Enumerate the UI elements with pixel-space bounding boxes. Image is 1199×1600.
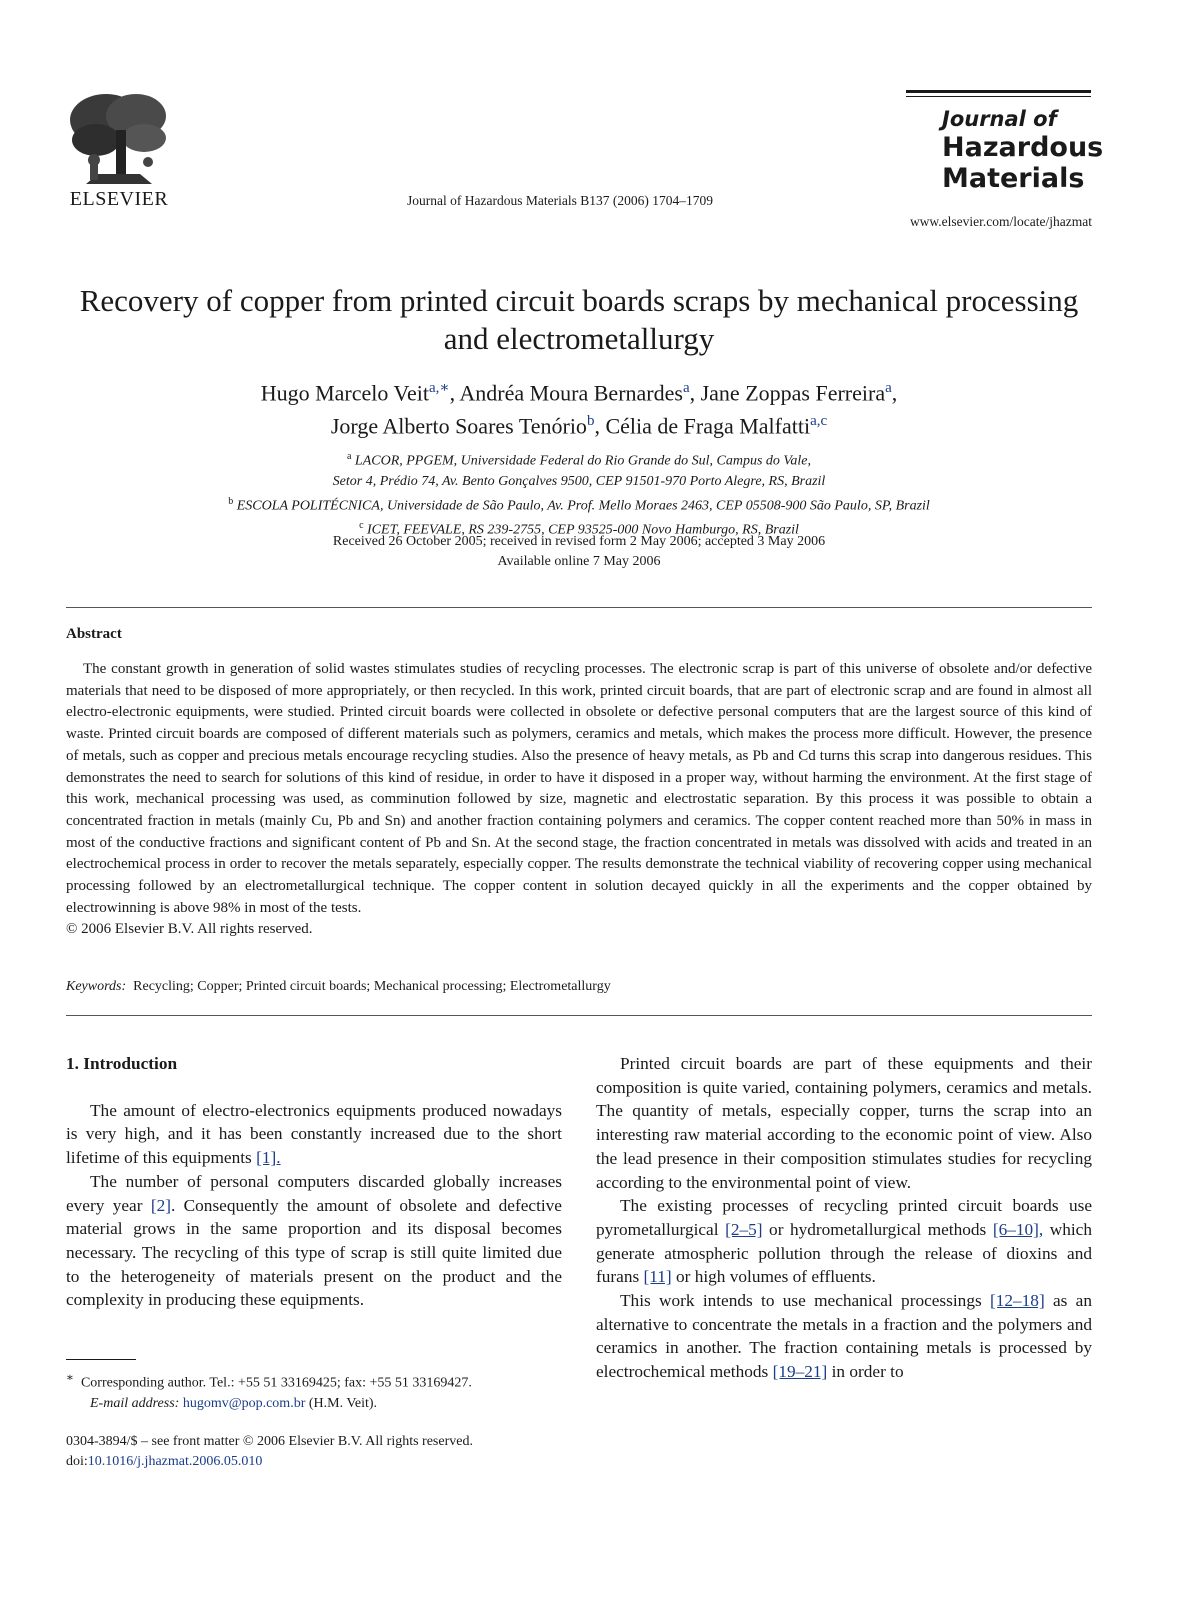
- author-name: Jorge Alberto Soares Tenório: [330, 413, 587, 439]
- paragraph-text: . Consequently the amount of obsolete and defective material grows in the same proportion and its disposal becomes necessary. The recycling of this type of scrap is still quite limited due to the heterogeneity of materials present on the product and the complexity in producing these equipments.: [66, 1195, 562, 1310]
- affiliation-line: [66, 492, 1092, 517]
- author-name: Andréa Moura Bernardes: [459, 380, 683, 406]
- email-link[interactable]: hugomv@pop.com.br: [182, 1395, 306, 1411]
- issn-line: 0304-3894/$ – see front matter © 2006 Elsevier B.V. All rights reserved.: [66, 1434, 473, 1449]
- journal-citation: Journal of Hazardous Materials B137 (2006) 1704–1709: [407, 193, 713, 208]
- abstract-text: The constant growth in generation of solid wastes stimulates studies of recycling processes. The electronic scrap is part of this universe of obsolete and/or defective materials that need to be disposed of more appropriately, or then recycled. In this work, printed circuit boards, that are part of electronic scrap and are found in almost all electro-electronic equipments, were studied. Printed circuit boards were collected in obsolete or defective personal computers that are the largest source of this kind of waste. Printed circuit boards are composed of different materials such as polymers, ceramics and metals, which makes the process more difficult. However, the presence of metals, such as copper and precious metals encourage recycling studies. Also the presence of heavy metals, as Pb and Cd turns this scrap into dangerous residues. This demonstrates the need to search for solutions of this kind of residue, in order to have it disposed in a proper way, without harming the environment. At the first stage of this work, mechanical processing was used, as comminution followed by size, magnetic and electrostatic separation. By this process it was possible to obtain a concentrated fraction in metals (mainly Cu, Pb and Sn) and another fraction containing polymers and ceramics. The copper content reached more than 50% in mass in most of the conductive fractions and significant content of Pb and Sn. At the second stage, the fraction concentrated in metals was dissolved with acids and treated in an electrochemical process in order to recover the metals separately, especially copper. The results demonstrate the technical viability of recovering copper using mechanical processing followed by an electrometallurgical technique. The copper content in solution decayed quickly in all the experiments and the copper obtained by electrowinning is above 98% in most of the tests.: [66, 661, 1092, 916]
- author-affiliation-link[interactable]: a,c: [810, 413, 828, 430]
- publisher-name: ELSEVIER: [69, 188, 169, 210]
- footnote-mark: ∗: [66, 1371, 74, 1384]
- footnote-email-line: [66, 1394, 562, 1414]
- keywords: [66, 979, 1092, 995]
- keywords-list: Recycling; Copper; Printed circuit boards; Mechanical processing; Electrometallurgy: [133, 979, 611, 994]
- citation-link[interactable]: [6–10],: [992, 1219, 1044, 1239]
- brand-rule-thin: [906, 96, 1091, 97]
- journal-title-line3: Materials: [942, 163, 1085, 194]
- body-paragraph: [66, 1170, 562, 1312]
- abstract-heading: Abstract: [66, 626, 122, 642]
- paragraph-text: The existing processes of recycling printed circuit boards use pyrometallurgical: [596, 1196, 1092, 1239]
- available-online-date: Available online 7 May 2006: [497, 554, 661, 569]
- corresponding-author-footnote: [66, 1368, 562, 1414]
- citation-link[interactable]: [1].: [256, 1148, 281, 1168]
- body-paragraph: [596, 1194, 1092, 1289]
- affiliation-mark: c: [359, 520, 364, 532]
- citation-link[interactable]: [11]: [643, 1267, 672, 1287]
- author-separator: ,: [891, 380, 898, 406]
- affiliation-line: [66, 447, 1092, 472]
- footnote-line: [66, 1368, 562, 1394]
- body-paragraph: [596, 1289, 1092, 1384]
- author-affiliation-link[interactable]: a: [682, 380, 690, 396]
- citation-link[interactable]: [2–5]: [725, 1219, 763, 1239]
- citation-link[interactable]: [19–21]: [772, 1362, 828, 1382]
- paragraph-text: or high volumes of effluents.: [671, 1267, 876, 1287]
- doi-line: [66, 1452, 586, 1472]
- affiliation-mark: b: [228, 495, 234, 507]
- journal-brand: [906, 90, 1104, 194]
- affiliation-text: ICET, FEEVALE, RS 239-2755, CEP 93525-000 Novo Hamburgo, RS, Brazil: [367, 522, 799, 538]
- affiliations: [66, 447, 1092, 541]
- section-heading-introduction: 1. Introduction: [66, 1054, 178, 1073]
- keywords-label: Keywords:: [66, 979, 127, 994]
- abstract-body: [66, 659, 1092, 941]
- divider: [66, 607, 1092, 608]
- affiliation-text: ESCOLA POLITÉCNICA, Universidade de São Paulo, Av. Prof. Mello Moraes 2463, CEP 05508-900 São Paulo, SP, Brazil: [236, 498, 930, 514]
- email-label: E-mail address:: [90, 1395, 180, 1411]
- affiliation-line: [66, 472, 1092, 492]
- author-name: Hugo Marcelo Veit: [260, 380, 429, 406]
- article-title: Recovery of copper from printed circuit boards scraps by mechanical processing and electrometallurgy: [79, 283, 1079, 356]
- paragraph-text: The amount of electro-electronics equipments produced nowadays is very high, and it has been constantly increased due to the short lifetime of this equipments: [66, 1100, 562, 1168]
- paragraph-text: as an alternative to concentrate the metals in a fraction and the polymers and ceramics in another. The fraction containing metals is processed by electrochemical methods: [596, 1291, 1092, 1382]
- paragraph-text: which generate atmospheric pollution through the release of dioxins and furans: [596, 1219, 1092, 1287]
- divider: [66, 1015, 1092, 1016]
- doi-label: doi:: [66, 1454, 88, 1469]
- affiliation-text: Setor 4, Prédio 74, Av. Bento Gonçalves 9500, CEP 91501-970 Porto Alegre, RS, Brazil: [332, 473, 826, 489]
- brand-rule-thick: [906, 90, 1091, 93]
- journal-title-line2: Hazardous: [942, 132, 1104, 163]
- journal-url-link[interactable]: www.elsevier.com/locate/jhazmat: [909, 214, 1092, 229]
- affiliation-text: LACOR, PPGEM, Universidade Federal do Rio Grande do Sul, Campus do Vale,: [354, 453, 812, 469]
- footnote-text: Corresponding author. Tel.: +55 51 33169425; fax: +55 51 33169427.: [80, 1375, 472, 1391]
- journal-title-line1: Journal of: [942, 107, 1057, 131]
- paragraph-text: This work intends to use mechanical processings: [620, 1291, 990, 1311]
- paragraph-text: The number of personal computers discarded globally increases every year: [66, 1171, 562, 1215]
- tree-icon: [66, 90, 172, 188]
- footnote-text: (H.M. Veit).: [305, 1395, 378, 1411]
- journal-title: [942, 107, 1104, 194]
- body-paragraph: Printed circuit boards are part of these equipments and their composition is quite varied, containing polymers, ceramics and metals. The quantity of metals, especially copper, turns the scrap into an interesting raw material according to the economic point of view. Also the lead presence in their composition stimulates studies for recycling according to the environmental point of view.: [596, 1054, 1092, 1192]
- article-dates: [66, 532, 1092, 572]
- paragraph-text: in order to: [827, 1362, 904, 1382]
- front-matter-info: [66, 1432, 586, 1472]
- paragraph-text: or hydrometallurgical methods: [762, 1219, 993, 1239]
- author-separator: ,: [689, 380, 701, 406]
- received-dates: Received 26 October 2005; received in revised form 2 May 2006; accepted 3 May 2006: [332, 534, 826, 549]
- author-name: Célia de Fraga Malfatti: [605, 413, 811, 439]
- doi-link[interactable]: 10.1016/j.jhazmat.2006.05.010: [87, 1454, 263, 1469]
- body-column-right: [596, 1052, 1092, 1384]
- author-separator: ,: [449, 380, 460, 406]
- body-paragraph: [66, 1099, 562, 1170]
- author-list: [66, 374, 1092, 441]
- body-column-left: [66, 1052, 562, 1312]
- affiliation-mark: a: [346, 451, 352, 462]
- abstract-copyright: © 2006 Elsevier B.V. All rights reserved.: [66, 921, 313, 938]
- author-separator: ,: [594, 413, 606, 439]
- author-name: Jane Zoppas Ferreira: [700, 380, 886, 406]
- author-affiliation-link[interactable]: a: [885, 380, 892, 396]
- author-affiliation-link[interactable]: b: [586, 413, 595, 430]
- citation-link[interactable]: [12–18]: [989, 1291, 1045, 1311]
- citation-link[interactable]: [2]: [150, 1195, 171, 1215]
- author-affiliation-link[interactable]: a,∗: [428, 380, 450, 396]
- footnote-rule: [66, 1359, 136, 1360]
